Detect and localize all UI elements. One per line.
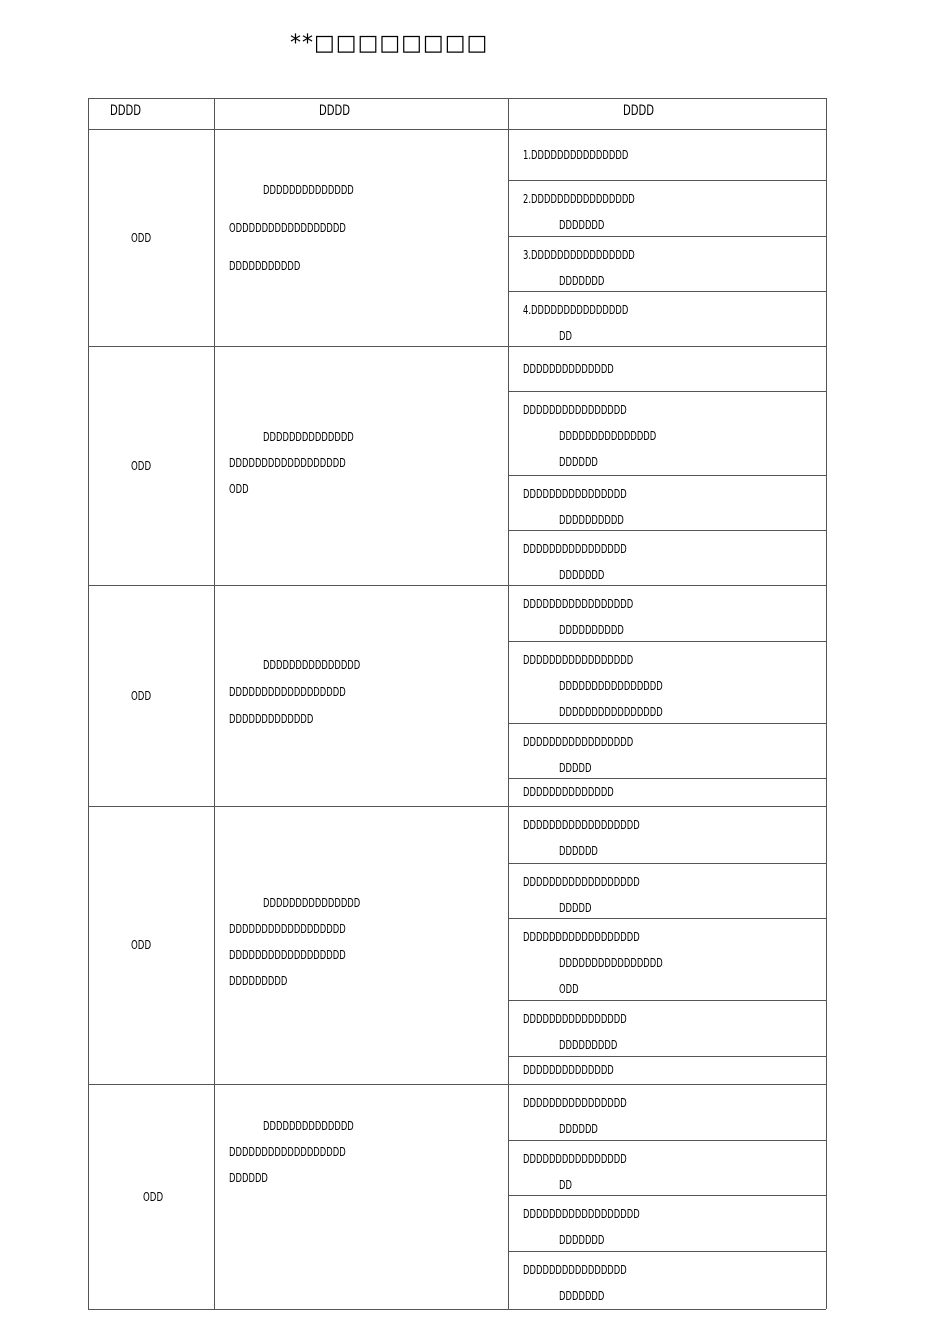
check-item-line: DDDDDDDDDDDDDDDDDD bbox=[523, 930, 640, 944]
check-item-line: DDDDDD bbox=[559, 844, 598, 858]
check-item-line: DDDDDDDDDDDDDDDDDD bbox=[523, 818, 640, 832]
column-header: DDDD bbox=[110, 103, 142, 119]
check-item-line: DDDDDD bbox=[559, 1122, 598, 1136]
description-line: DDDDDDDDDDDDDDDDDD bbox=[229, 456, 346, 470]
description-line: DDDDDD bbox=[229, 1171, 268, 1185]
check-item-line: DDDDDDDDDDDDDD bbox=[523, 361, 614, 376]
item-divider bbox=[508, 723, 826, 724]
check-item-line: DDDDDDD bbox=[559, 274, 605, 288]
check-item-line: DDDDDDD bbox=[559, 568, 605, 582]
check-item-line: DDDDDDDDD bbox=[559, 1038, 618, 1052]
check-item-line: DDDDDDDDDDDDDDD bbox=[559, 429, 657, 443]
row-label: ODD bbox=[131, 231, 152, 245]
check-item-line: DDDDDDDDDD bbox=[559, 623, 624, 637]
table-top-border bbox=[88, 98, 826, 99]
check-item-line: DDDDDD bbox=[559, 455, 598, 469]
check-item-line: DDDDDDDDDDDDDDDD bbox=[523, 1012, 627, 1026]
description-line: DDDDDDDDDDDDDDD bbox=[263, 896, 361, 910]
check-item-line: DDDDDDD bbox=[559, 218, 605, 232]
check-item-line: DDDDDDDDDDDDDDDD bbox=[523, 487, 627, 501]
description-line: DDDDDDDDDDDDDDDDDD bbox=[229, 1145, 346, 1159]
row-label: ODD bbox=[131, 938, 152, 952]
description-line: DDDDDDDDD bbox=[229, 974, 288, 988]
check-item-line: DDDDDDDDDDDDDDDD bbox=[523, 1096, 627, 1110]
table-left-border bbox=[88, 98, 89, 1309]
column-header: DDDD bbox=[319, 103, 351, 119]
column-divider bbox=[508, 98, 509, 1309]
check-item-line: DDDDDDDDDD bbox=[559, 513, 624, 527]
item-divider bbox=[508, 1251, 826, 1252]
item-divider bbox=[508, 1140, 826, 1141]
check-item-line: DDDDDDDDDDDDDDDD bbox=[523, 542, 627, 556]
item-divider bbox=[508, 863, 826, 864]
item-divider bbox=[508, 391, 826, 392]
item-divider bbox=[508, 778, 826, 779]
item-divider bbox=[508, 641, 826, 642]
check-item-line: DDDDDDDDDDDDDDDD bbox=[523, 1152, 627, 1166]
description-line: DDDDDDDDDDDDDDDDDD bbox=[229, 922, 346, 936]
item-divider bbox=[508, 236, 826, 237]
description-line: ODD bbox=[229, 482, 249, 496]
description-line: DDDDDDDDDDDDDDD bbox=[263, 658, 361, 672]
check-item-line: DDDDDDDDDDDDDDDD bbox=[559, 705, 663, 719]
check-item-line: DDDDDDD bbox=[559, 1289, 605, 1303]
check-item-line: DDDDDDDDDDDDDDDD bbox=[523, 1263, 627, 1277]
check-item-line: DDDDDDD bbox=[559, 1233, 605, 1247]
item-divider bbox=[508, 918, 826, 919]
check-item-line: DDDDD bbox=[559, 901, 592, 915]
item-divider bbox=[508, 475, 826, 476]
description-line: DDDDDDDDDDDDDDDDDD bbox=[229, 685, 346, 699]
description-line: DDDDDDDDDDDDDDDDDD bbox=[229, 948, 346, 962]
check-item-line: DDDDDDDDDDDDDDDD bbox=[523, 403, 627, 417]
row-label: ODD bbox=[131, 459, 152, 473]
check-item-line: DDDDDDDDDDDDDDDDDD bbox=[523, 1207, 640, 1221]
check-item-line: DDDDDDDDDDDDDD bbox=[523, 1063, 614, 1077]
check-item-line: DDDDDDDDDDDDDDDDD bbox=[523, 735, 634, 749]
item-divider bbox=[508, 1195, 826, 1196]
item-divider bbox=[508, 291, 826, 292]
item-divider bbox=[508, 530, 826, 531]
header-bottom-border bbox=[88, 129, 826, 130]
item-divider bbox=[508, 1056, 826, 1057]
check-item-line: 2.DDDDDDDDDDDDDDDD bbox=[523, 192, 635, 206]
check-item-line: DDDDDDDDDDDDDDDDDD bbox=[523, 875, 640, 889]
check-item-line: 4.DDDDDDDDDDDDDDD bbox=[523, 303, 629, 317]
description-line: DDDDDDDDDDDDDD bbox=[263, 183, 354, 197]
check-item-line: 1.DDDDDDDDDDDDDDD bbox=[523, 147, 629, 162]
item-divider bbox=[508, 180, 826, 181]
check-item-line: ODD bbox=[559, 982, 579, 996]
description-line: DDDDDDDDDDDDDD bbox=[263, 430, 354, 444]
row-label: ODD bbox=[131, 689, 152, 703]
check-item-line: DDDDDDDDDDDDDDDDD bbox=[523, 653, 634, 667]
row-divider bbox=[88, 585, 826, 586]
check-item-line: DDDDDDDDDDDDDD bbox=[523, 785, 614, 799]
column-header: DDDD bbox=[623, 103, 655, 119]
column-divider bbox=[214, 98, 215, 1309]
row-divider bbox=[88, 1084, 826, 1085]
row-divider bbox=[88, 806, 826, 807]
description-line: ODDDDDDDDDDDDDDDDD bbox=[229, 221, 346, 235]
item-divider bbox=[508, 1000, 826, 1001]
document-title: **□□□□□□□□ bbox=[290, 31, 489, 56]
check-item-line: 3.DDDDDDDDDDDDDDDD bbox=[523, 248, 635, 262]
row-divider bbox=[88, 346, 826, 347]
table-bottom-border bbox=[88, 1309, 826, 1310]
check-item-line: DDDDDDDDDDDDDDDD bbox=[559, 956, 663, 970]
check-item-line: DDDDDDDDDDDDDDDD bbox=[559, 679, 663, 693]
description-line: DDDDDDDDDDD bbox=[229, 259, 301, 273]
check-item-line: DDDDD bbox=[559, 761, 592, 775]
check-item-line: DD bbox=[559, 1178, 572, 1192]
check-item-line: DD bbox=[559, 329, 572, 343]
check-item-line: DDDDDDDDDDDDDDDDD bbox=[523, 597, 634, 611]
row-label: ODD bbox=[143, 1190, 164, 1204]
table-right-border bbox=[826, 98, 827, 1309]
description-line: DDDDDDDDDDDDDD bbox=[263, 1119, 354, 1133]
description-line: DDDDDDDDDDDDD bbox=[229, 712, 314, 726]
